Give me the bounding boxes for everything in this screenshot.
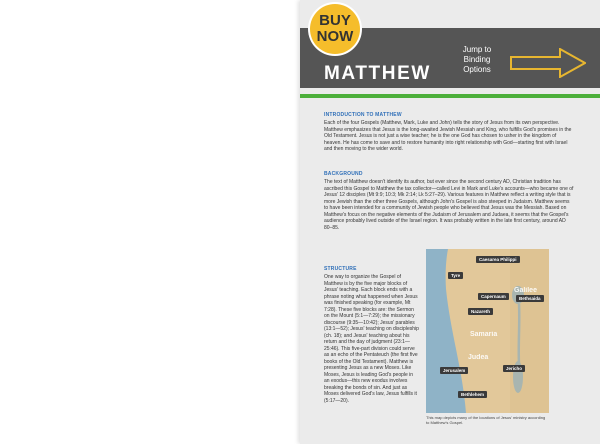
background-heading: BACKGROUND (324, 171, 363, 177)
jump-line-1: Jump to (462, 45, 492, 54)
background-body: The text of Matthew doesn't identify its author, but ever since the second century AD, Christian tradition has ascribed this Gospel to Matthew the tax collector—called Levi in Mark and Luke's accounts—who became one of Jesus' 12 disciples (Mt 9:9; 10:3; Mk 2:14; Lk 5:27–29). Various features in Matthew reflect a writing style that is more Jewish than the other three Gospels, although John's Gospel is also steeped in Judaism. Matthew seems to have been intended for a community of Jewish people who believed that Jesus was the Messiah. Based on Matthew's focus on the negative elements of the Judaism of Jerusalem and Judaea, it seems that the Gospel's audience probably lived outside of the Israel region. It was probably written in the late first century, around AD 80–85. (324, 179, 574, 231)
place-capernaum: Capernaum (478, 293, 509, 300)
place-bethlehem: Bethlehem (458, 391, 487, 398)
accent-divider (300, 94, 600, 98)
structure-body: One way to organize the Gospel of Matthew is by the five major blocks of Jesus' teaching. Each block ends with a phrase noting what happened when Jesus was finished speaking (for example, Mt 7:28). These five blocks are: the Sermon on the Mount (5:1—7:29); the missionary discourse (9:35—10:42); Jesus' parables (13:1—52); Jesus' teaching on discipleship (ch. 18); and Jesus' teaching about his return and the day of judgment (23:1—25:46). This five-part division could serve as an echo of the Pentateuch (the first five books of the Old Testament). Matthew is presenting Jesus as a new Moses. Like Moses, Jesus is leading God's people in an exodus—this new exodus involves breaking the bonds of sin. And just as Moses delivered God's law, Jesus fulfills it (5:17—20). (324, 274, 419, 404)
structure-section (324, 266, 419, 404)
jump-to-binding-options-link[interactable] (453, 45, 501, 75)
intro-section (324, 112, 574, 153)
background-section (324, 171, 574, 231)
intro-body: Each of the four Gospels (Matthew, Mark, Luke and John) tells the story of Jesus from its own perspective. Matthew emphasizes that Jesus is the long-awaited Jewish Messiah and King, who fulfills God's promises in the Old Testament. Jesus is not just a wise teacher; he is the one God has chosen to usher in the kingdom of heaven. He has come to save and to restore humanity into right relationship with God—starting first with Israel and then moving to the wider world. (324, 120, 572, 152)
buy-now-button[interactable] (310, 4, 360, 54)
place-tyre: Tyre (448, 272, 463, 279)
arrow-right-icon[interactable] (510, 48, 586, 78)
map-caption: This map depicts many of the locations of Jesus' ministry according to Matthew's Gospel. (426, 415, 546, 425)
book-page (300, 0, 600, 444)
place-bethsaida: Bethsaida (516, 295, 544, 302)
region-galilee: Galilee (514, 287, 537, 294)
region-samaria: Samaria (470, 331, 498, 338)
jump-line-2: Binding (463, 55, 491, 64)
buy-now-line-1: BUY (319, 12, 351, 29)
region-judea: Judea (468, 354, 489, 361)
buy-now-line-2: NOW (316, 28, 354, 45)
jump-line-3: Options (463, 65, 491, 74)
place-jerusalem: Jerusalem (440, 367, 468, 374)
intro-heading: INTRODUCTION TO MATTHEW (324, 112, 402, 118)
book-title: MATTHEW (324, 63, 431, 84)
place-jericho: Jericho (503, 365, 525, 372)
place-caesarea-philippi: Caesarea Philippi (476, 256, 520, 263)
place-nazareth: Nazareth (468, 308, 493, 315)
ministry-map (426, 249, 549, 413)
structure-heading: STRUCTURE (324, 266, 357, 272)
